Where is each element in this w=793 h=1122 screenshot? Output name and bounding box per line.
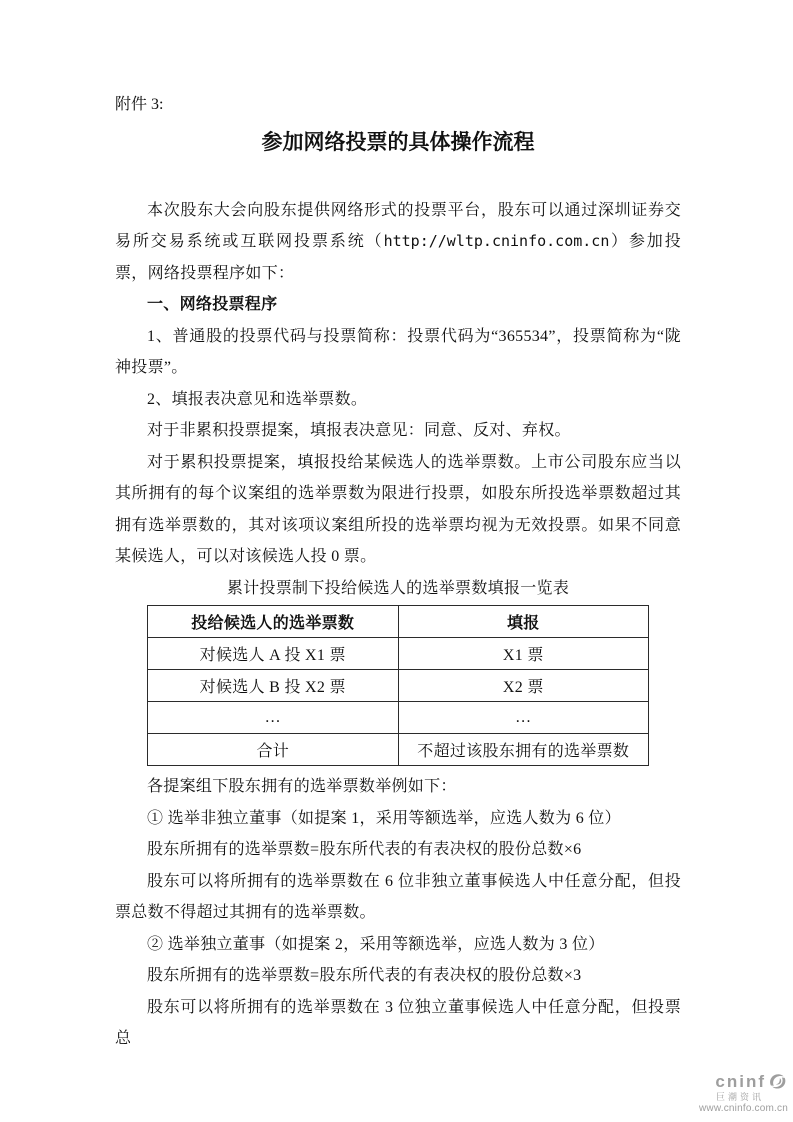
table-row — [148, 734, 649, 766]
cninfo-logo — [699, 1071, 788, 1114]
table-cell: 不超过该股东拥有的选举票数 — [398, 734, 649, 766]
table-cell: X2 票 — [398, 670, 649, 702]
paragraph-examples-intro: 各提案组下股东拥有的选举票数举例如下： — [147, 778, 457, 795]
table-header-votes: 投给候选人的选举票数 — [148, 606, 399, 638]
paragraph-formula-x3: 股东所拥有的选举票数=股东所代表的有表决权的股份总数×3 — [147, 967, 582, 984]
table-row — [148, 670, 649, 702]
paragraph-non-cumulative: 对于非累积投票提案，填报表决意见：同意、反对、弃权。 — [147, 422, 571, 439]
paragraph-fill-opinions: 2、填报表决意见和选举票数。 — [147, 390, 368, 408]
paragraph-cumulative: 对于累积投票提案，填报投给某候选人的选举票数。上市公司股东应当以其所拥有的每个议案组的选举票数为限进行投票，如股东所投选举票数超过其拥有选举票数的，其对该项议案组所投的选举票均视为无效投票。如果不同意某候选人，可以对该候选人投 0 票。 — [115, 453, 681, 565]
intro-text-after-url: ）参加投票，网络投票程序如下： — [115, 233, 681, 282]
cninfo-chinese-name: 巨潮资讯 — [715, 1092, 764, 1102]
intro-text-before-url: 本次股东大会向股东提供网络形式的投票平台，股东可以通过深圳证券交易所交易系统或互联网投票系统（ — [115, 201, 681, 250]
table-cell: 合计 — [148, 734, 399, 766]
paragraph-item2-independent: ② 选举独立董事（如提案 2，采用等额选举，应选人数为 3 位） — [147, 935, 605, 953]
cninfo-brand-row — [699, 1071, 788, 1092]
intro-paragraph — [115, 195, 681, 290]
cumulative-votes-table — [147, 605, 649, 766]
table-row — [148, 702, 649, 734]
cninfo-swirl-icon — [767, 1071, 788, 1092]
table-cell: … — [148, 702, 399, 734]
attachment-label: 附件 3: — [115, 96, 164, 113]
table-cell: … — [398, 702, 649, 734]
table-header-row — [148, 606, 649, 638]
table-cell: 对候选人 A 投 X1 票 — [148, 638, 399, 670]
paragraph-distribute-3: 股东可以将所拥有的选举票数在 3 位独立董事候选人中任意分配，但投票总 — [115, 998, 681, 1047]
cninfo-brand-text: cninf — [715, 1072, 766, 1091]
paragraph-formula-x6: 股东所拥有的选举票数=股东所代表的有表决权的股份总数×6 — [147, 841, 582, 858]
table-caption: 累计投票制下投给候选人的选举票数填报一览表 — [226, 579, 570, 597]
paragraph-vote-code: 1、普通股的投票代码与投票简称：投票代码为“365534”，投票简称为“陇神投票”。 — [115, 327, 681, 376]
section-heading-network-voting: 一、网络投票程序 — [147, 296, 278, 313]
voting-system-url: http://wltp.cninfo.com.cn — [383, 232, 610, 250]
table-header-fill: 填报 — [398, 606, 649, 638]
table-cell: 对候选人 B 投 X2 票 — [148, 670, 399, 702]
table-row — [148, 638, 649, 670]
page-title: 参加网络投票的具体操作流程 — [261, 129, 535, 154]
paragraph-item1-non-independent: ① 选举非独立董事（如提案 1，采用等额选举，应选人数为 6 位） — [147, 809, 621, 827]
table-cell: X1 票 — [398, 638, 649, 670]
cninfo-website-url: www.cninfo.com.cn — [699, 1103, 788, 1114]
paragraph-distribute-6: 股东可以将所拥有的选举票数在 6 位非独立董事候选人中任意分配，但投票总数不得超过其拥有的选举票数。 — [115, 872, 681, 921]
